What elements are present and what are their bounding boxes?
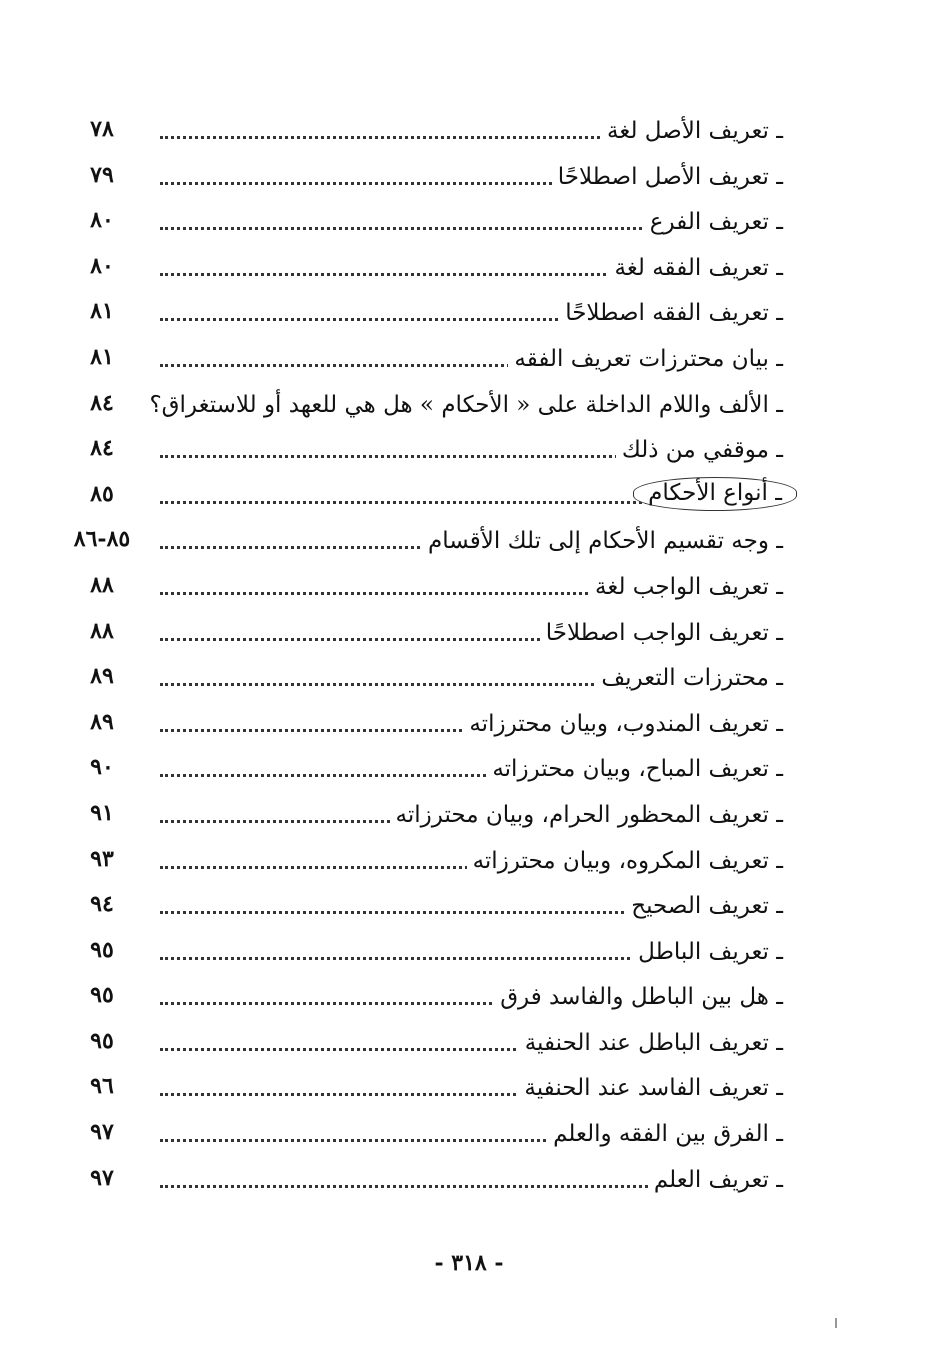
toc-row[interactable]: [0, 427, 938, 473]
toc-row[interactable]: [0, 382, 938, 428]
toc-row[interactable]: [0, 290, 938, 336]
toc-entry-page: ٩٥: [90, 982, 114, 1009]
toc-row[interactable]: [0, 655, 938, 701]
toc-entry-title: ـ الفرق بين الفقه والعلم: [547, 1119, 783, 1149]
toc-entry-page: ٨٩: [90, 708, 114, 735]
toc-entry-page: ٩٥: [90, 1027, 114, 1054]
toc-row[interactable]: [0, 245, 938, 291]
toc-row[interactable]: [0, 1157, 938, 1203]
toc-entry-page: ٨٩: [90, 663, 114, 690]
toc-entry-page: ٨٠: [90, 252, 114, 279]
toc-row[interactable]: [0, 564, 938, 610]
toc-entry-page: ٩٣: [90, 845, 114, 872]
toc-row[interactable]: [0, 792, 938, 838]
toc-row[interactable]: [0, 838, 938, 884]
toc-entry-page: ٩٧: [90, 1119, 114, 1146]
table-of-contents: [0, 108, 938, 1202]
toc-row[interactable]: [0, 199, 938, 245]
toc-row[interactable]: [0, 746, 938, 792]
toc-entry-page: ٩٧: [90, 1164, 114, 1191]
toc-entry-title: ـ تعريف الواجب اصطلاحًا: [540, 618, 783, 648]
toc-row[interactable]: [0, 336, 938, 382]
toc-entry-title: ـ تعريف الباطل عند الحنفية: [519, 1028, 783, 1058]
toc-entry-title: ـ بيان محترزات تعريف الفقه: [508, 344, 783, 374]
toc-entry-page: ٨٠: [90, 207, 114, 234]
toc-row[interactable]: [0, 974, 938, 1020]
toc-row[interactable]: [0, 701, 938, 747]
toc-entry-page: ٨٥-٨٦: [73, 526, 131, 553]
toc-entry-page: ٨٤: [90, 389, 114, 416]
toc-entry-page: ٧٨: [90, 116, 114, 142]
toc-entry-title: ـ تعريف الأصل لغة: [601, 116, 783, 146]
toc-entry-title: ـ تعريف المحظور الحرام، وبيان محترزاته: [390, 800, 783, 830]
toc-entry-title: ـ تعريف الفقه اصطلاحًا: [559, 298, 783, 328]
toc-entry-page: ٨١: [90, 343, 114, 370]
toc-row[interactable]: [0, 473, 938, 519]
toc-entry-title: ـ تعريف الصحيح: [625, 891, 783, 921]
toc-row[interactable]: [0, 1065, 938, 1111]
page-number: - ٣١٨ -: [434, 1250, 504, 1276]
toc-row[interactable]: [0, 1111, 938, 1157]
toc-row[interactable]: [0, 518, 938, 564]
toc-row[interactable]: [0, 929, 938, 975]
toc-entry-title: ـ تعريف الفاسد عند الحنفية: [518, 1073, 783, 1103]
toc-entry-title: ـ وجه تقسيم الأحكام إلى تلك الأقسام: [422, 526, 783, 556]
toc-entry-title: ـ تعريف الباطل: [632, 937, 783, 967]
toc-entry-title: ـ موقفي من ذلك: [616, 435, 783, 465]
toc-entry-title: ـ الألف واللام الداخلة على « الأحكام » هل هي للعهد أو للاستغراق؟: [143, 390, 783, 420]
toc-entry-page: ٩٠: [90, 754, 114, 781]
toc-entry-title: ـ هل بين الباطل والفاسد فرق: [494, 982, 783, 1012]
toc-entry-title: ـ تعريف المندوب، وبيان محترزاته: [463, 709, 783, 739]
scan-speck: [835, 1318, 837, 1328]
toc-entry-title: ـ تعريف المباح، وبيان محترزاته: [486, 754, 783, 784]
toc-entry-page: ٩٤: [90, 891, 114, 918]
toc-row[interactable]: [0, 108, 938, 154]
toc-entry-title: ـ تعريف الفرع: [644, 207, 783, 237]
toc-entry-page: ٩٥: [90, 936, 114, 963]
toc-entry-page: ٩٦: [90, 1073, 114, 1100]
toc-entry-title: ـ تعريف المكروه، وبيان محترزاته: [467, 846, 783, 876]
toc-entry-title-circled: ـ أنواع الأحكام: [633, 477, 797, 511]
toc-row[interactable]: [0, 883, 938, 929]
toc-entry-title: ـ تعريف العلم: [648, 1165, 783, 1195]
toc-entry-page: ٧٩: [90, 161, 114, 188]
toc-entry-page: ٨١: [90, 298, 114, 325]
toc-entry-page: ٨٤: [90, 435, 114, 462]
toc-entry-page: ٨٨: [90, 617, 114, 644]
toc-entry-page: ٨٨: [90, 571, 114, 598]
toc-entry-title: ـ تعريف الأصل اصطلاحًا: [552, 162, 783, 192]
toc-row[interactable]: [0, 1020, 938, 1066]
toc-entry-title: ـ محترزات التعريف: [595, 663, 783, 693]
toc-row[interactable]: [0, 610, 938, 656]
toc-entry-title: ـ تعريف الواجب لغة: [589, 572, 783, 602]
toc-entry-page: ٩١: [90, 799, 114, 826]
toc-entry-page: ٨٥: [90, 480, 114, 507]
toc-row[interactable]: [0, 154, 938, 200]
toc-entry-title: ـ تعريف الفقه لغة: [608, 253, 783, 283]
